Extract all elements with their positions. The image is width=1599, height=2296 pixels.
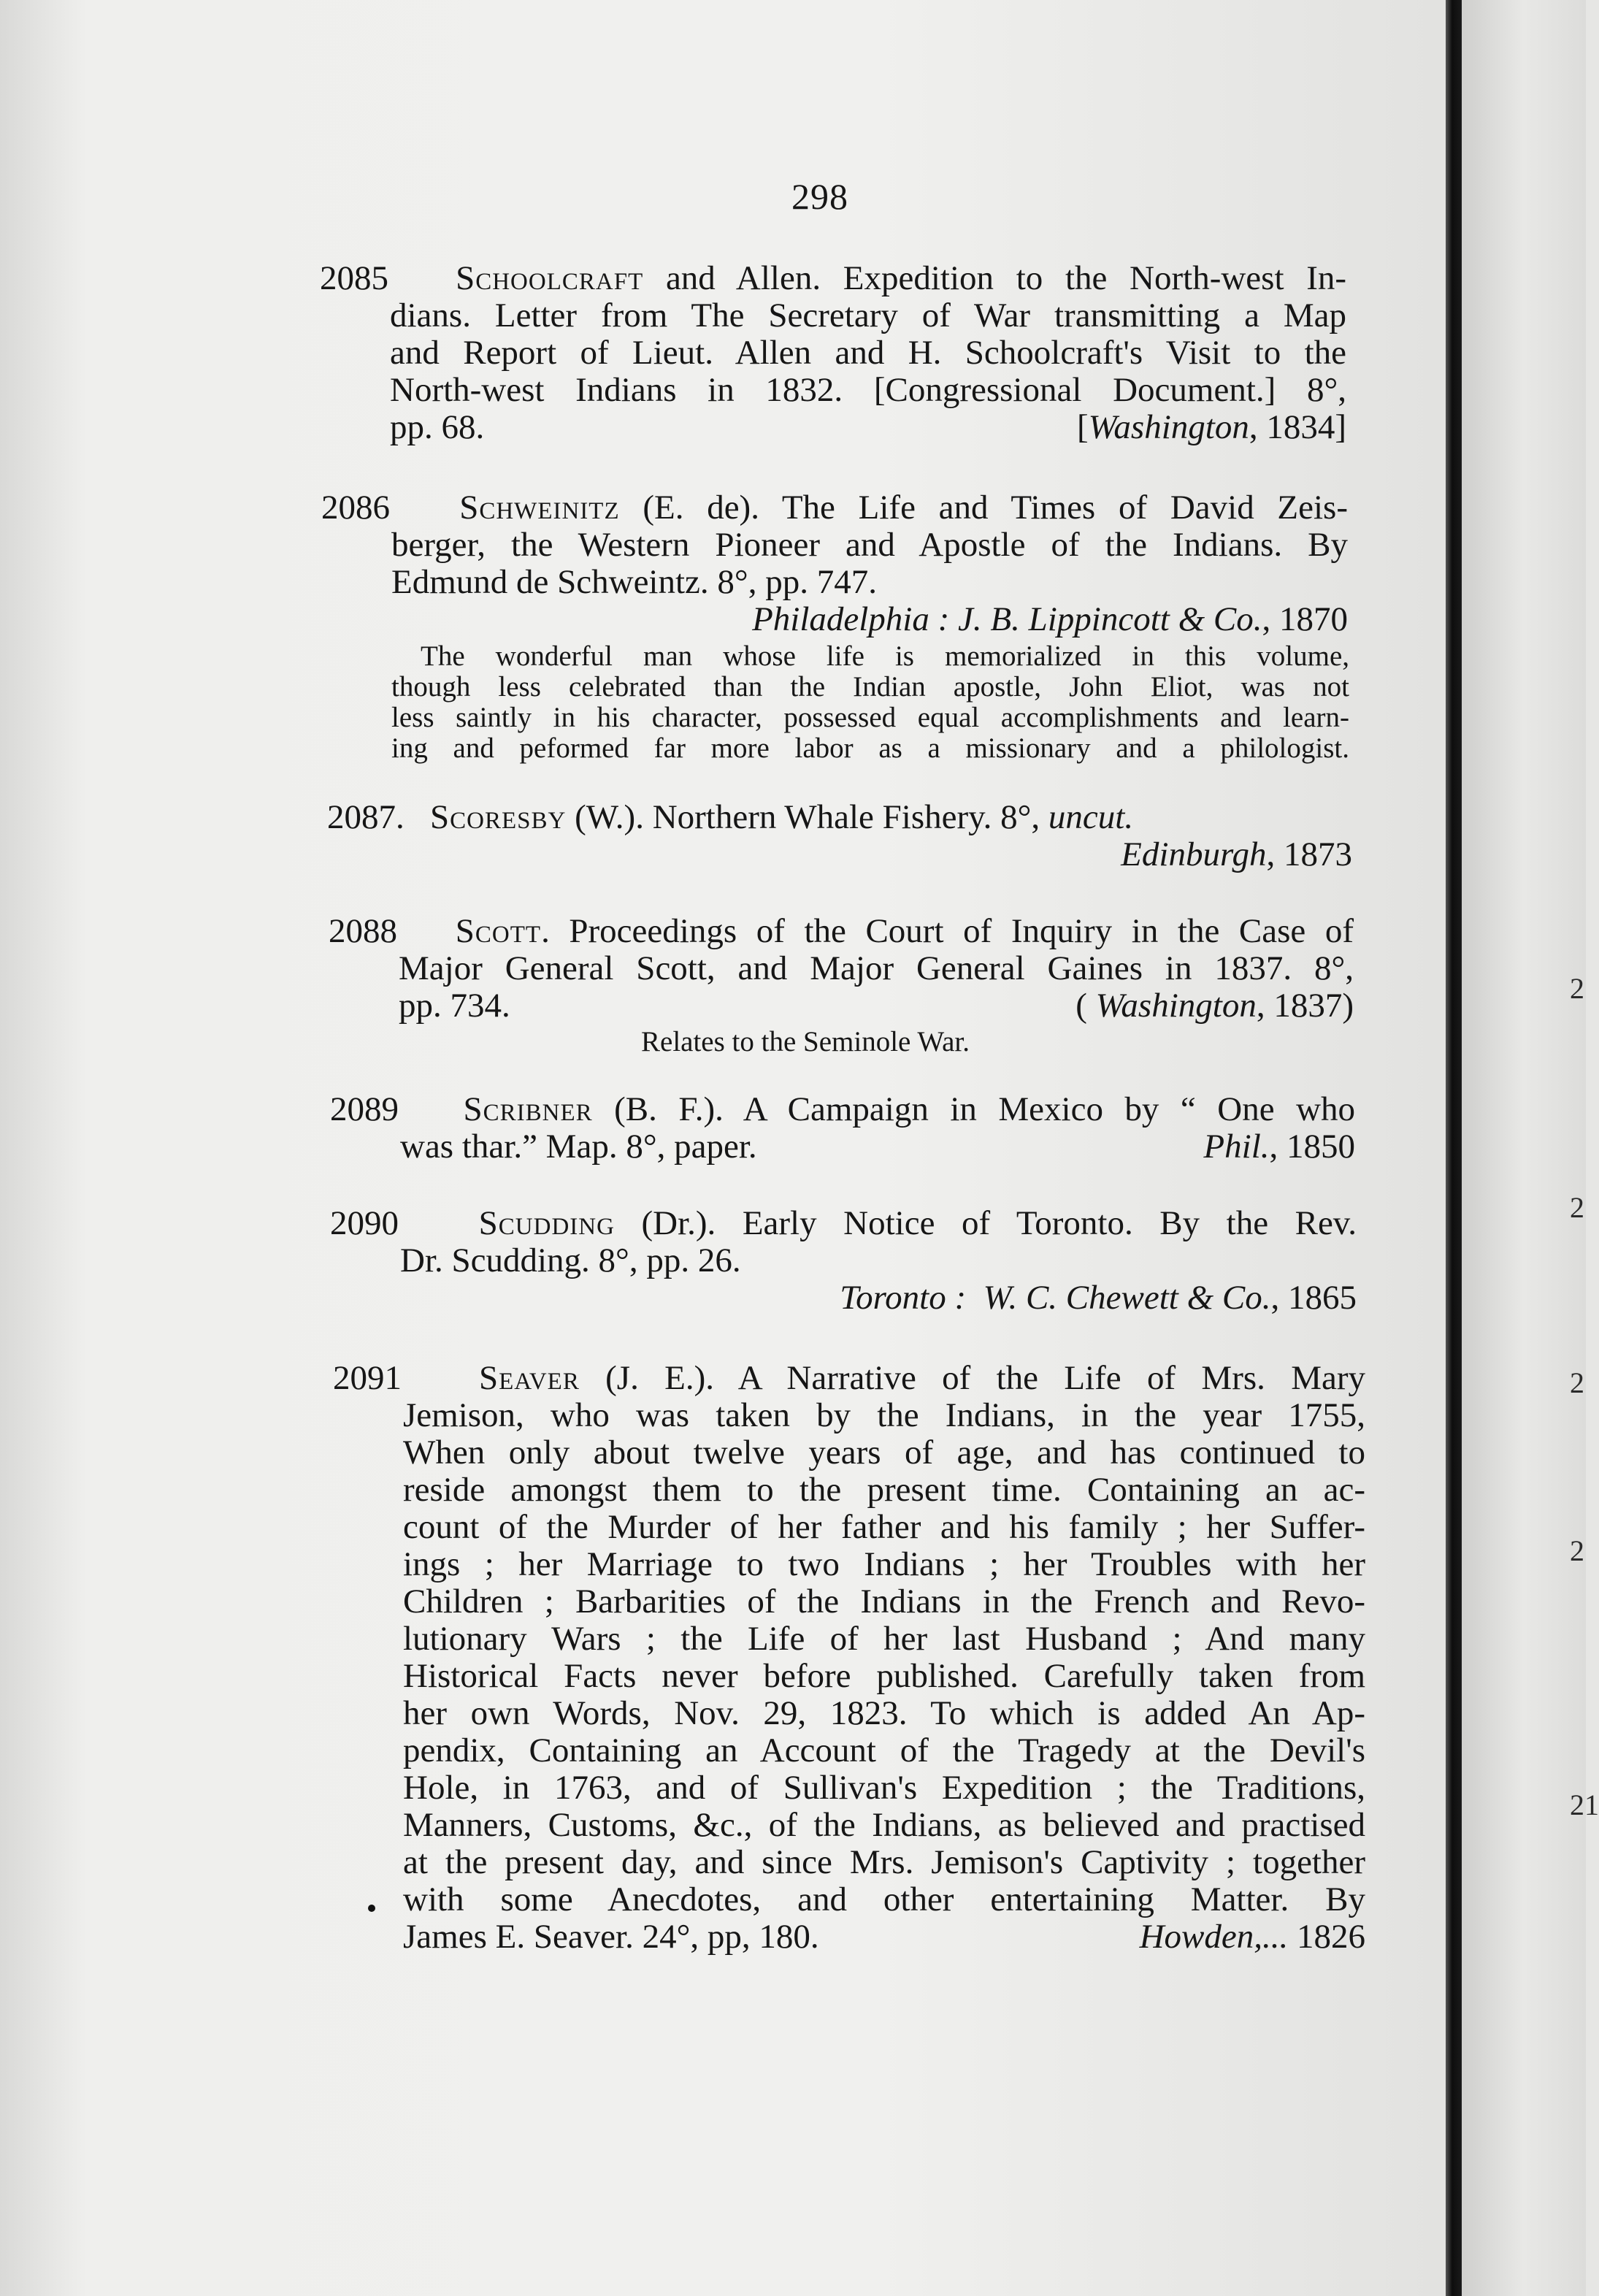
entry-number: 2085 (320, 259, 388, 297)
entry-line: Children ; Barbarities of the Indians in the French and Revo- (403, 1583, 1365, 1620)
entry-number: 2087. (327, 798, 404, 836)
entry-line: dians. Letter from The Secretary of War transmitting a Map (390, 296, 1346, 334)
entry-line: North-west Indians in 1832. [Congressional Document.] 8°, (390, 371, 1346, 409)
entry-line (321, 601, 1348, 638)
entry-2090 (330, 1205, 1357, 1317)
entry-line: 2085 Schoolcraft and Allen. Expedition to the North-west In- (320, 259, 1346, 297)
entry-number: 2090 (330, 1204, 399, 1242)
entry-line: 2088 Scott. Proceedings of the Court of Inquiry in the Case of (329, 912, 1354, 950)
entry-line (330, 1279, 1357, 1317)
entry-line: berger, the Western Pioneer and Apostle of the Indians. By (391, 526, 1348, 564)
entry-line: ings ; her Marriage to two Indians ; her Troubles with her (403, 1545, 1365, 1583)
bleed-number: 2 (1570, 1366, 1584, 1399)
entry-2089 (330, 1091, 1355, 1166)
entry-author: Schweinitz (459, 489, 620, 527)
entry-number: 2091 (333, 1359, 402, 1397)
entry-line: pp. 734. ( Washington, 1837) (399, 987, 1354, 1025)
entry-line: Jemison, who was taken by the Indians, in the year 1755, (403, 1396, 1365, 1434)
entry-line: and Report of Lieut. Allen and H. Schoolcraft's Visit to the (390, 334, 1346, 372)
entry-imprint: Phil., 1850 (1203, 1128, 1355, 1166)
entry-2086 (321, 489, 1348, 638)
book-gutter (1446, 0, 1462, 2296)
entry-line: James E. Seaver. 24°, pp, 180. Howden,... 1826 (403, 1918, 1365, 1956)
entry-line: 2091 Seaver (J. E.). A Narrative of the Life of Mrs. Mary (333, 1359, 1366, 1397)
entry-imprint: Philadelphia : J. B. Lippincott & Co., 1870 (752, 600, 1348, 638)
entry-imprint: Toronto : W. C. Chewett & Co., 1865 (840, 1279, 1357, 1317)
entry-line: Hole, in 1763, and of Sullivan's Expedition ; the Traditions, (403, 1769, 1365, 1807)
entry-imprint: Edinburgh, 1873 (1121, 835, 1352, 873)
entry-line: her own Words, Nov. 29, 1823. To which is added An Ap- (403, 1694, 1365, 1732)
entry-line: Manners, Customs, &c., of the Indians, as believed and practised (403, 1806, 1365, 1844)
bleed-number: 21 (1570, 1788, 1599, 1821)
entry-line: at the present day, and since Mrs. Jemison's Captivity ; together (403, 1843, 1365, 1881)
entry-author: Scudding (478, 1204, 615, 1242)
bleed-number: 2 (1570, 972, 1584, 1005)
entry-number: 2089 (330, 1090, 399, 1128)
note-line: less saintly in his character, possessed equal accomplishments and learn- (391, 702, 1349, 733)
entry-2088 (329, 913, 1354, 1025)
entry-line: count of the Murder of her father and his family ; her Suffer- (403, 1508, 1365, 1546)
ink-speck (368, 1905, 375, 1912)
entry-2091 (333, 1360, 1365, 1956)
entry-imprint: Howden,... 1826 (1139, 1918, 1365, 1956)
entry-line: 2086 Schweinitz (E. de). The Life and Times of David Zeis- (321, 489, 1349, 527)
facing-page-edge (1462, 0, 1599, 2296)
entry-author: Scribner (463, 1090, 593, 1128)
entry-imprint: ( Washington, 1837) (1075, 987, 1354, 1025)
entry-line: 2087. Scoresby (W.). Northern Whale Fishery. 8°, uncut. (327, 798, 1134, 836)
entry-line: lutionary Wars ; the Life of her last Husband ; And many (403, 1620, 1365, 1658)
entry-number: 2086 (321, 489, 390, 527)
entry-note (391, 641, 1349, 764)
note-line: though less celebrated than the Indian apostle, John Eliot, was not (391, 671, 1349, 703)
entry-note (641, 1027, 1152, 1057)
page-number: 298 (791, 176, 848, 217)
entry-line: pendix, Containing an Account of the Tragedy at the Devil's (403, 1731, 1365, 1769)
bleed-number: 2 (1570, 1191, 1584, 1224)
entry-line: When only about twelve years of age, and has continued to (403, 1434, 1365, 1472)
entry-line (327, 836, 1352, 873)
entry-line: Dr. Scudding. 8°, pp. 26. (400, 1241, 741, 1279)
entry-line: with some Anecdotes, and other entertaining Matter. By (403, 1880, 1365, 1918)
entry-imprint: [Washington, 1834] (1076, 408, 1346, 446)
entry-author: Schoolcraft (456, 259, 644, 297)
entry-line: 2090 Scudding (Dr.). Early Notice of Toronto. By the Rev. (330, 1204, 1357, 1242)
entry-author: Seaver (478, 1359, 580, 1397)
entry-line: pp. 68. [Washington, 1834] (390, 408, 1346, 446)
entry-line: 2089 Scribner (B. F.). A Campaign in Mexico by “ One who (330, 1090, 1356, 1128)
entry-line: reside amongst them to the present time. Containing an ac- (403, 1471, 1365, 1509)
entry-number: 2088 (329, 912, 397, 950)
note-line: The wonderful man whose life is memorialized in this volume, (421, 640, 1349, 672)
entry-author: Scott (455, 912, 542, 950)
entry-author: Scoresby (430, 798, 567, 836)
entry-line: Edmund de Schweintz. 8°, pp. 747. (391, 563, 877, 601)
entry-line: Major General Scott, and Major General Gaines in 1837. 8°, (399, 949, 1354, 987)
entry-2087 (327, 799, 1352, 873)
entry-line: Historical Facts never before published. Carefully taken from (403, 1657, 1365, 1695)
entry-line: was thar.” Map. 8°, paper. Phil., 1850 (400, 1128, 1355, 1166)
note-line: ing and peformed far more labor as a missionary and a philologist. (391, 732, 1349, 764)
note-line: Relates to the Seminole War. (641, 1026, 970, 1057)
bleed-number: 2 (1570, 1534, 1584, 1567)
entry-2085 (320, 260, 1346, 446)
